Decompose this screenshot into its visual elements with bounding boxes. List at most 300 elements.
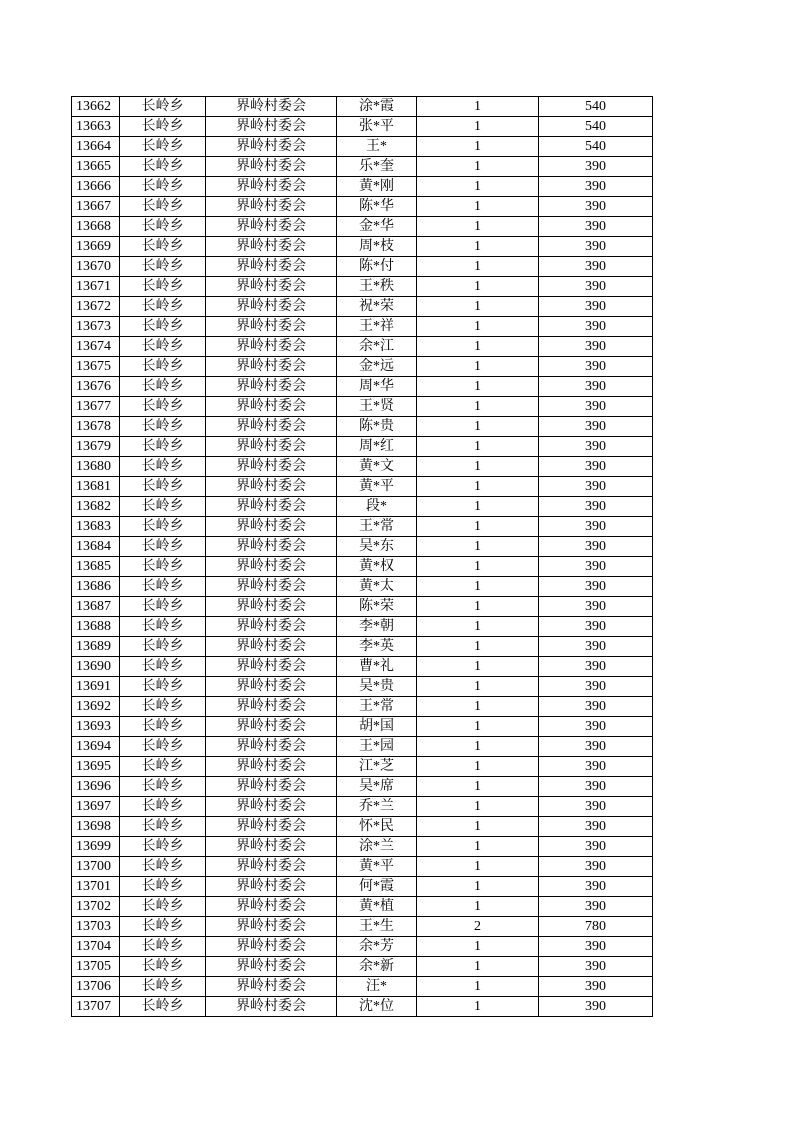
person-name-cell: 王*秩	[337, 277, 417, 297]
record-number-cell: 13680	[72, 457, 120, 477]
township-cell: 长岭乡	[120, 237, 206, 257]
amount-cell: 390	[539, 257, 653, 277]
household-count-cell: 1	[417, 717, 539, 737]
amount-cell: 390	[539, 397, 653, 417]
amount-cell: 390	[539, 857, 653, 877]
person-name-cell: 沈*位	[337, 997, 417, 1017]
record-number-cell: 13690	[72, 657, 120, 677]
person-name-cell: 余*新	[337, 957, 417, 977]
village-committee-cell: 界岭村委会	[206, 217, 337, 237]
record-number-cell: 13673	[72, 317, 120, 337]
household-count-cell: 1	[417, 537, 539, 557]
person-name-cell: 黄*文	[337, 457, 417, 477]
record-number-cell: 13668	[72, 217, 120, 237]
household-count-cell: 1	[417, 257, 539, 277]
household-count-cell: 1	[417, 937, 539, 957]
household-count-cell: 1	[417, 97, 539, 117]
person-name-cell: 黄*太	[337, 577, 417, 597]
amount-cell: 390	[539, 297, 653, 317]
person-name-cell: 何*霞	[337, 877, 417, 897]
township-cell: 长岭乡	[120, 357, 206, 377]
amount-cell: 390	[539, 557, 653, 577]
village-committee-cell: 界岭村委会	[206, 637, 337, 657]
amount-cell: 540	[539, 97, 653, 117]
household-count-cell: 1	[417, 497, 539, 517]
township-cell: 长岭乡	[120, 177, 206, 197]
person-name-cell: 张*平	[337, 117, 417, 137]
record-number-cell: 13684	[72, 537, 120, 557]
household-count-cell: 1	[417, 877, 539, 897]
amount-cell: 390	[539, 717, 653, 737]
person-name-cell: 金*华	[337, 217, 417, 237]
table-row	[72, 997, 653, 1017]
record-number-cell: 13698	[72, 817, 120, 837]
person-name-cell: 吴*席	[337, 777, 417, 797]
person-name-cell: 余*江	[337, 337, 417, 357]
table-row	[72, 157, 653, 177]
household-count-cell: 1	[417, 897, 539, 917]
person-name-cell: 王*	[337, 137, 417, 157]
amount-cell: 390	[539, 337, 653, 357]
village-committee-cell: 界岭村委会	[206, 997, 337, 1017]
table-row	[72, 837, 653, 857]
village-committee-cell: 界岭村委会	[206, 97, 337, 117]
table-row	[72, 897, 653, 917]
household-count-cell: 1	[417, 857, 539, 877]
table-body	[72, 97, 653, 1017]
table-row	[72, 137, 653, 157]
person-name-cell: 陈*贵	[337, 417, 417, 437]
household-count-cell: 1	[417, 137, 539, 157]
record-number-cell: 13677	[72, 397, 120, 417]
township-cell: 长岭乡	[120, 837, 206, 857]
person-name-cell: 王*常	[337, 517, 417, 537]
record-number-cell: 13672	[72, 297, 120, 317]
record-number-cell: 13679	[72, 437, 120, 457]
village-committee-cell: 界岭村委会	[206, 877, 337, 897]
township-cell: 长岭乡	[120, 677, 206, 697]
township-cell: 长岭乡	[120, 437, 206, 457]
table-row	[72, 277, 653, 297]
household-count-cell: 1	[417, 997, 539, 1017]
person-name-cell: 黄*权	[337, 557, 417, 577]
household-count-cell: 1	[417, 797, 539, 817]
person-name-cell: 涂*兰	[337, 837, 417, 857]
village-committee-cell: 界岭村委会	[206, 757, 337, 777]
person-name-cell: 周*枝	[337, 237, 417, 257]
township-cell: 长岭乡	[120, 477, 206, 497]
household-count-cell: 1	[417, 597, 539, 617]
village-committee-cell: 界岭村委会	[206, 657, 337, 677]
township-cell: 长岭乡	[120, 557, 206, 577]
amount-cell: 390	[539, 957, 653, 977]
table-row	[72, 717, 653, 737]
table-row	[72, 857, 653, 877]
record-number-cell: 13674	[72, 337, 120, 357]
township-cell: 长岭乡	[120, 277, 206, 297]
township-cell: 长岭乡	[120, 217, 206, 237]
township-cell: 长岭乡	[120, 697, 206, 717]
household-count-cell: 1	[417, 777, 539, 797]
amount-cell: 390	[539, 497, 653, 517]
record-number-cell: 13665	[72, 157, 120, 177]
table-row	[72, 377, 653, 397]
table-row	[72, 617, 653, 637]
village-committee-cell: 界岭村委会	[206, 577, 337, 597]
amount-cell: 390	[539, 637, 653, 657]
village-committee-cell: 界岭村委会	[206, 177, 337, 197]
township-cell: 长岭乡	[120, 537, 206, 557]
village-committee-cell: 界岭村委会	[206, 337, 337, 357]
record-number-cell: 13699	[72, 837, 120, 857]
village-committee-cell: 界岭村委会	[206, 117, 337, 137]
village-committee-cell: 界岭村委会	[206, 457, 337, 477]
table-row	[72, 597, 653, 617]
amount-cell: 390	[539, 797, 653, 817]
table-row	[72, 737, 653, 757]
household-count-cell: 1	[417, 237, 539, 257]
township-cell: 长岭乡	[120, 917, 206, 937]
person-name-cell: 李*英	[337, 637, 417, 657]
record-number-cell: 13664	[72, 137, 120, 157]
village-committee-cell: 界岭村委会	[206, 517, 337, 537]
person-name-cell: 怀*民	[337, 817, 417, 837]
township-cell: 长岭乡	[120, 117, 206, 137]
amount-cell: 390	[539, 657, 653, 677]
record-number-cell: 13681	[72, 477, 120, 497]
table-row	[72, 517, 653, 537]
person-name-cell: 乐*奎	[337, 157, 417, 177]
table-row	[72, 877, 653, 897]
person-name-cell: 陈*荣	[337, 597, 417, 617]
township-cell: 长岭乡	[120, 317, 206, 337]
township-cell: 长岭乡	[120, 977, 206, 997]
amount-cell: 390	[539, 477, 653, 497]
township-cell: 长岭乡	[120, 457, 206, 477]
table-row	[72, 777, 653, 797]
amount-cell: 390	[539, 417, 653, 437]
amount-cell: 780	[539, 917, 653, 937]
person-name-cell: 王*生	[337, 917, 417, 937]
person-name-cell: 陈*华	[337, 197, 417, 217]
amount-cell: 390	[539, 437, 653, 457]
person-name-cell: 李*朝	[337, 617, 417, 637]
township-cell: 长岭乡	[120, 757, 206, 777]
township-cell: 长岭乡	[120, 97, 206, 117]
amount-cell: 390	[539, 517, 653, 537]
township-cell: 长岭乡	[120, 517, 206, 537]
amount-cell: 390	[539, 357, 653, 377]
village-committee-cell: 界岭村委会	[206, 297, 337, 317]
person-name-cell: 黄*刚	[337, 177, 417, 197]
table-row	[72, 977, 653, 997]
table-row	[72, 577, 653, 597]
table-row	[72, 237, 653, 257]
amount-cell: 390	[539, 977, 653, 997]
village-committee-cell: 界岭村委会	[206, 377, 337, 397]
record-number-cell: 13707	[72, 997, 120, 1017]
township-cell: 长岭乡	[120, 417, 206, 437]
table-row	[72, 177, 653, 197]
township-cell: 长岭乡	[120, 597, 206, 617]
household-count-cell: 1	[417, 957, 539, 977]
household-count-cell: 2	[417, 917, 539, 937]
township-cell: 长岭乡	[120, 957, 206, 977]
village-committee-cell: 界岭村委会	[206, 357, 337, 377]
township-cell: 长岭乡	[120, 797, 206, 817]
household-count-cell: 1	[417, 837, 539, 857]
record-number-cell: 13669	[72, 237, 120, 257]
amount-cell: 390	[539, 597, 653, 617]
record-number-cell: 13692	[72, 697, 120, 717]
village-committee-cell: 界岭村委会	[206, 717, 337, 737]
person-name-cell: 金*远	[337, 357, 417, 377]
household-count-cell: 1	[417, 557, 539, 577]
township-cell: 长岭乡	[120, 497, 206, 517]
village-committee-cell: 界岭村委会	[206, 277, 337, 297]
table-row	[72, 557, 653, 577]
village-committee-cell: 界岭村委会	[206, 897, 337, 917]
person-name-cell: 王*常	[337, 697, 417, 717]
table-row	[72, 697, 653, 717]
record-number-cell: 13696	[72, 777, 120, 797]
amount-cell: 390	[539, 277, 653, 297]
village-committee-cell: 界岭村委会	[206, 917, 337, 937]
table-row	[72, 537, 653, 557]
amount-cell: 390	[539, 317, 653, 337]
household-count-cell: 1	[417, 377, 539, 397]
record-number-cell: 13678	[72, 417, 120, 437]
record-number-cell: 13704	[72, 937, 120, 957]
household-count-cell: 1	[417, 977, 539, 997]
township-cell: 长岭乡	[120, 197, 206, 217]
amount-cell: 540	[539, 117, 653, 137]
household-count-cell: 1	[417, 417, 539, 437]
household-count-cell: 1	[417, 397, 539, 417]
township-cell: 长岭乡	[120, 377, 206, 397]
table-row	[72, 217, 653, 237]
household-count-cell: 1	[417, 577, 539, 597]
village-committee-cell: 界岭村委会	[206, 257, 337, 277]
household-count-cell: 1	[417, 337, 539, 357]
household-count-cell: 1	[417, 277, 539, 297]
record-number-cell: 13702	[72, 897, 120, 917]
person-name-cell: 汪*	[337, 977, 417, 997]
person-name-cell: 黄*植	[337, 897, 417, 917]
township-cell: 长岭乡	[120, 397, 206, 417]
person-name-cell: 余*芳	[337, 937, 417, 957]
township-cell: 长岭乡	[120, 897, 206, 917]
amount-cell: 390	[539, 157, 653, 177]
record-number-cell: 13705	[72, 957, 120, 977]
record-number-cell: 13662	[72, 97, 120, 117]
household-count-cell: 1	[417, 317, 539, 337]
table-row	[72, 317, 653, 337]
person-name-cell: 周*红	[337, 437, 417, 457]
township-cell: 长岭乡	[120, 297, 206, 317]
township-cell: 长岭乡	[120, 657, 206, 677]
record-number-cell: 13666	[72, 177, 120, 197]
person-name-cell: 吴*贵	[337, 677, 417, 697]
village-committee-cell: 界岭村委会	[206, 777, 337, 797]
village-committee-cell: 界岭村委会	[206, 417, 337, 437]
record-number-cell: 13693	[72, 717, 120, 737]
amount-cell: 390	[539, 217, 653, 237]
amount-cell: 390	[539, 777, 653, 797]
township-cell: 长岭乡	[120, 737, 206, 757]
township-cell: 长岭乡	[120, 257, 206, 277]
village-committee-cell: 界岭村委会	[206, 937, 337, 957]
village-committee-cell: 界岭村委会	[206, 697, 337, 717]
record-number-cell: 13700	[72, 857, 120, 877]
household-count-cell: 1	[417, 637, 539, 657]
record-number-cell: 13695	[72, 757, 120, 777]
person-name-cell: 胡*国	[337, 717, 417, 737]
table-row	[72, 797, 653, 817]
amount-cell: 390	[539, 697, 653, 717]
amount-cell: 390	[539, 817, 653, 837]
township-cell: 长岭乡	[120, 617, 206, 637]
table-row	[72, 917, 653, 937]
village-committee-cell: 界岭村委会	[206, 957, 337, 977]
amount-cell: 390	[539, 177, 653, 197]
amount-cell: 390	[539, 757, 653, 777]
record-number-cell: 13670	[72, 257, 120, 277]
village-committee-cell: 界岭村委会	[206, 797, 337, 817]
table-row	[72, 397, 653, 417]
person-name-cell: 吴*东	[337, 537, 417, 557]
table-row	[72, 637, 653, 657]
person-name-cell: 黄*平	[337, 857, 417, 877]
table-row	[72, 497, 653, 517]
village-committee-cell: 界岭村委会	[206, 537, 337, 557]
household-count-cell: 1	[417, 677, 539, 697]
household-count-cell: 1	[417, 177, 539, 197]
person-name-cell: 王*贤	[337, 397, 417, 417]
table-row	[72, 817, 653, 837]
amount-cell: 390	[539, 197, 653, 217]
person-name-cell: 祝*荣	[337, 297, 417, 317]
township-cell: 长岭乡	[120, 777, 206, 797]
household-count-cell: 1	[417, 657, 539, 677]
village-committee-cell: 界岭村委会	[206, 837, 337, 857]
amount-cell: 390	[539, 377, 653, 397]
table-row	[72, 457, 653, 477]
amount-cell: 390	[539, 537, 653, 557]
record-number-cell: 13687	[72, 597, 120, 617]
village-committee-cell: 界岭村委会	[206, 677, 337, 697]
table-row	[72, 437, 653, 457]
person-name-cell: 曹*礼	[337, 657, 417, 677]
amount-cell: 390	[539, 617, 653, 637]
table-row	[72, 757, 653, 777]
record-number-cell: 13689	[72, 637, 120, 657]
amount-cell: 390	[539, 577, 653, 597]
household-count-cell: 1	[417, 457, 539, 477]
township-cell: 长岭乡	[120, 717, 206, 737]
village-committee-cell: 界岭村委会	[206, 497, 337, 517]
record-number-cell: 13697	[72, 797, 120, 817]
township-cell: 长岭乡	[120, 877, 206, 897]
township-cell: 长岭乡	[120, 577, 206, 597]
record-number-cell: 13691	[72, 677, 120, 697]
village-committee-cell: 界岭村委会	[206, 437, 337, 457]
amount-cell: 390	[539, 677, 653, 697]
village-committee-cell: 界岭村委会	[206, 317, 337, 337]
table-row	[72, 97, 653, 117]
person-name-cell: 周*华	[337, 377, 417, 397]
village-committee-cell: 界岭村委会	[206, 737, 337, 757]
township-cell: 长岭乡	[120, 137, 206, 157]
village-committee-cell: 界岭村委会	[206, 617, 337, 637]
household-count-cell: 1	[417, 477, 539, 497]
record-number-cell: 13676	[72, 377, 120, 397]
amount-cell: 390	[539, 897, 653, 917]
amount-cell: 390	[539, 937, 653, 957]
record-number-cell: 13663	[72, 117, 120, 137]
household-count-cell: 1	[417, 817, 539, 837]
record-number-cell: 13675	[72, 357, 120, 377]
village-committee-cell: 界岭村委会	[206, 157, 337, 177]
table-row	[72, 117, 653, 137]
household-count-cell: 1	[417, 697, 539, 717]
record-number-cell: 13671	[72, 277, 120, 297]
record-number-cell: 13686	[72, 577, 120, 597]
record-number-cell: 13683	[72, 517, 120, 537]
table-row	[72, 197, 653, 217]
person-name-cell: 陈*付	[337, 257, 417, 277]
household-count-cell: 1	[417, 517, 539, 537]
record-number-cell: 13701	[72, 877, 120, 897]
person-name-cell: 王*祥	[337, 317, 417, 337]
household-count-cell: 1	[417, 217, 539, 237]
village-committee-cell: 界岭村委会	[206, 597, 337, 617]
village-committee-cell: 界岭村委会	[206, 857, 337, 877]
township-cell: 长岭乡	[120, 157, 206, 177]
village-committee-cell: 界岭村委会	[206, 137, 337, 157]
table-row	[72, 657, 653, 677]
table-row	[72, 357, 653, 377]
household-count-cell: 1	[417, 737, 539, 757]
table-row	[72, 417, 653, 437]
village-committee-cell: 界岭村委会	[206, 817, 337, 837]
table-row	[72, 337, 653, 357]
village-committee-cell: 界岭村委会	[206, 237, 337, 257]
township-cell: 长岭乡	[120, 857, 206, 877]
record-number-cell: 13682	[72, 497, 120, 517]
record-number-cell: 13688	[72, 617, 120, 637]
amount-cell: 390	[539, 737, 653, 757]
person-name-cell: 乔*兰	[337, 797, 417, 817]
person-name-cell: 王*园	[337, 737, 417, 757]
record-number-cell: 13667	[72, 197, 120, 217]
household-count-cell: 1	[417, 197, 539, 217]
amount-cell: 390	[539, 457, 653, 477]
household-count-cell: 1	[417, 117, 539, 137]
township-cell: 长岭乡	[120, 817, 206, 837]
table-row	[72, 257, 653, 277]
amount-cell: 390	[539, 837, 653, 857]
amount-cell: 390	[539, 877, 653, 897]
table-row	[72, 477, 653, 497]
record-number-cell: 13706	[72, 977, 120, 997]
person-name-cell: 江*芝	[337, 757, 417, 777]
data-table	[71, 96, 653, 1017]
household-count-cell: 1	[417, 757, 539, 777]
person-name-cell: 涂*霞	[337, 97, 417, 117]
amount-cell: 390	[539, 237, 653, 257]
table-row	[72, 297, 653, 317]
